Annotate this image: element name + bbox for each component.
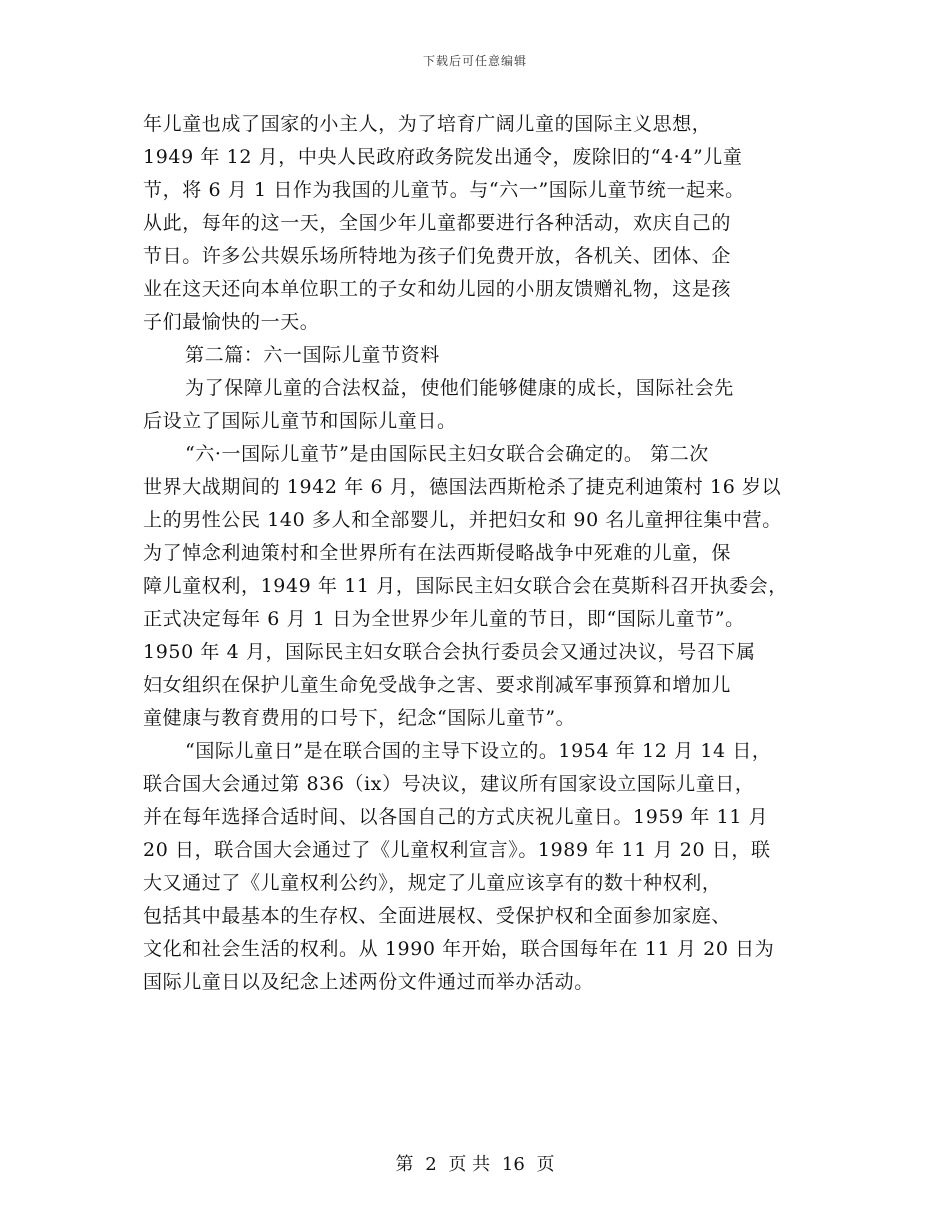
text-line: 节，将 6 月 1 日作为我国的儿童节。与“六一”国际儿童节统一起来。 bbox=[143, 179, 745, 201]
text-line: 从此，每年的这一天，全国少年儿童都要进行各种活动，欢庆自己的 bbox=[143, 212, 732, 234]
text-line: 童健康与教育费用的口号下，纪念“国际儿童节”。 bbox=[143, 707, 576, 729]
text-line: 包括其中最基本的生存权、全面进展权、受保护权和全面参加家庭、 bbox=[143, 905, 732, 927]
document-body bbox=[143, 108, 823, 999]
text-line: 为了保障儿童的合法权益，使他们能够健康的成长，国际社会先 bbox=[185, 377, 734, 399]
text-line: 文化和社会生活的权利。从 1990 年开始，联合国每年在 11 月 20 日为 bbox=[143, 938, 775, 960]
footer-total-pages: 16 bbox=[501, 1154, 525, 1175]
text-line: 业在这天还向本单位职工的子女和幼儿园的小朋友馈赠礼物，这是孩 bbox=[143, 278, 732, 300]
text-line: 正式决定每年 6 月 1 日为全世界少年儿童的节日，即“国际儿童节”。 bbox=[143, 608, 745, 630]
text-line: 国际儿童日以及纪念上述两份文件通过而举办活动。 bbox=[143, 971, 594, 993]
text-line: 上的男性公民 140 多人和全部婴儿，并把妇女和 90 名儿童押往集中营。 bbox=[143, 509, 782, 531]
text-line: 子们最愉快的一天。 bbox=[143, 311, 320, 333]
text-line: “六·一国际儿童节”是由国际民主妇女联合会确定的。 第二次 bbox=[185, 443, 709, 465]
text-line: 20 日，联合国大会通过了《儿童权利宣言》。1989 年 11 月 20 日，联 bbox=[143, 839, 771, 861]
text-line: 1949 年 12 月，中央人民政府政务院发出通令，废除旧的“4·4”儿童 bbox=[143, 146, 743, 168]
footer-suffix: 页 bbox=[536, 1154, 555, 1175]
page-footer bbox=[0, 1150, 950, 1176]
text-line: 并在每年选择合适时间、以各国自己的方式庆祝儿童日。1959 年 11 月 bbox=[143, 806, 769, 828]
footer-page-number: 2 bbox=[425, 1154, 437, 1175]
text-line: 障儿童权利，1949 年 11 月，国际民主妇女联合会在莫斯科召开执委会， bbox=[143, 575, 788, 597]
text-line: 节日。许多公共娱乐场所特地为孩子们免费开放，各机关、团体、企 bbox=[143, 245, 732, 267]
text-line: 为了悼念利迪策村和全世界所有在法西斯侵略战争中死难的儿童，保 bbox=[143, 542, 732, 564]
footer-prefix: 第 bbox=[395, 1154, 414, 1175]
text-line: 妇女组织在保护儿童生命免受战争之害、要求削减军事预算和增加儿 bbox=[143, 674, 732, 696]
text-line: 大又通过了《儿童权利公约》，规定了儿童应该享有的数十种权利， bbox=[143, 872, 722, 894]
text-line: 后设立了国际儿童节和国际儿童日。 bbox=[143, 410, 457, 432]
text-line: 联合国大会通过第 836（ix）号决议，建议所有国家设立国际儿童日， bbox=[143, 773, 755, 795]
text-line: “国际儿童日”是在联合国的主导下设立的。1954 年 12 月 14 日， bbox=[185, 740, 772, 762]
text-line: 1950 年 4 月，国际民主妇女联合会执行委员会又通过决议，号召下属 bbox=[143, 641, 756, 663]
footer-middle: 页 共 bbox=[448, 1154, 491, 1175]
text-line: 年儿童也成了国家的小主人，为了培育广阔儿童的国际主义思想， bbox=[143, 113, 712, 135]
page-header: 下载后可任意编辑 bbox=[422, 54, 527, 68]
text-line: 世界大战期间的 1942 年 6 月，德国法西斯枪杀了捷克利迪策村 16 岁以 bbox=[143, 476, 782, 498]
section-heading: 第二篇：六一国际儿童节资料 bbox=[185, 344, 440, 366]
